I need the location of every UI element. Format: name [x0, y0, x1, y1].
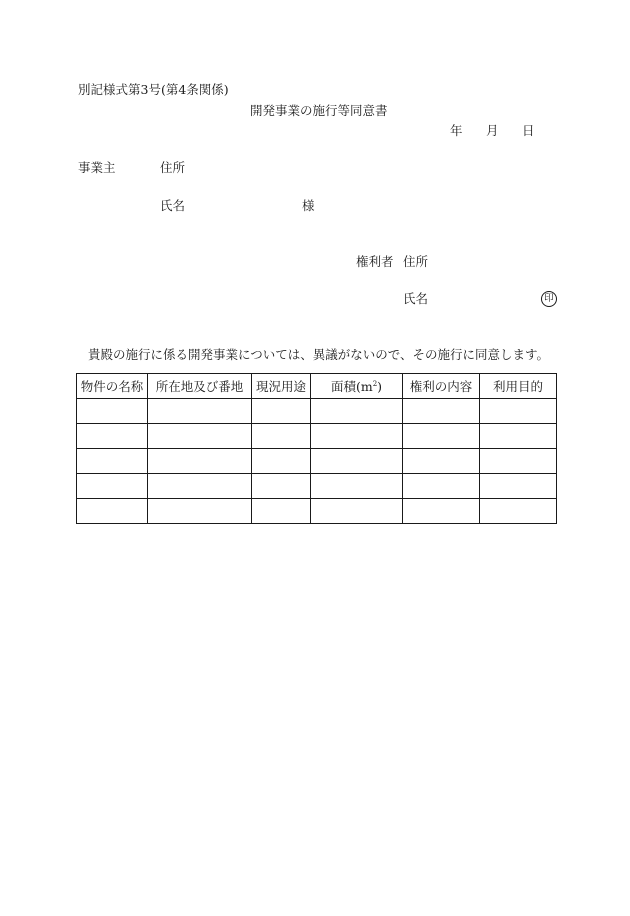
header-current-use: 現況用途	[252, 374, 311, 399]
table-cell[interactable]	[252, 474, 311, 499]
header-area: 面積$(m^2)$	[311, 374, 403, 399]
table-cell[interactable]	[311, 449, 403, 474]
table-cell[interactable]	[311, 499, 403, 524]
table-cell[interactable]	[148, 424, 252, 449]
table-cell[interactable]	[148, 399, 252, 424]
header-property-name: 物件の名称	[77, 374, 148, 399]
table-cell[interactable]	[403, 424, 480, 449]
table-cell[interactable]	[480, 449, 557, 474]
table-row	[77, 499, 557, 524]
operator-honorific: 様	[302, 198, 315, 213]
table-cell[interactable]	[403, 399, 480, 424]
table-cell[interactable]	[480, 424, 557, 449]
table-cell[interactable]	[311, 474, 403, 499]
right-holder-name-label: 氏名	[403, 291, 429, 306]
seal-mark: 印	[541, 291, 557, 307]
header-location: 所在地及び番地	[148, 374, 252, 399]
table-cell[interactable]	[148, 499, 252, 524]
form-number: 別記様式第3号(第4条関係)	[78, 82, 229, 97]
table-row	[77, 399, 557, 424]
operator-name-label: 氏名	[160, 198, 186, 213]
table-cell[interactable]	[148, 449, 252, 474]
table-cell[interactable]	[403, 449, 480, 474]
table-cell[interactable]	[77, 499, 148, 524]
table-row	[77, 449, 557, 474]
table-cell[interactable]	[252, 424, 311, 449]
right-holder-label: 権利者	[356, 254, 394, 269]
date-day-label: 日	[522, 123, 535, 138]
table-cell[interactable]	[77, 449, 148, 474]
table-row	[77, 474, 557, 499]
date-month-label: 月	[486, 123, 499, 138]
table-cell[interactable]	[252, 449, 311, 474]
table-cell[interactable]	[311, 399, 403, 424]
operator-label: 事業主	[78, 160, 116, 175]
consent-statement: 貴殿の施行に係る開発事業については、異議がないので、その施行に同意します。	[88, 347, 550, 362]
table-cell[interactable]	[77, 474, 148, 499]
table-cell[interactable]	[77, 399, 148, 424]
table-row	[77, 424, 557, 449]
table-cell[interactable]	[480, 499, 557, 524]
table-cell[interactable]	[148, 474, 252, 499]
table-cell[interactable]	[252, 499, 311, 524]
header-purpose: 利用目的	[480, 374, 557, 399]
date-year-label: 年	[450, 123, 463, 138]
operator-address-label: 住所	[160, 160, 186, 175]
table-cell[interactable]	[480, 474, 557, 499]
table-cell[interactable]	[252, 399, 311, 424]
property-table	[76, 373, 557, 524]
document-title: 開発事業の施行等同意書	[250, 103, 388, 118]
header-rights: 権利の内容	[403, 374, 480, 399]
table-cell[interactable]	[403, 474, 480, 499]
table-header-row	[77, 374, 557, 399]
table-cell[interactable]	[403, 499, 480, 524]
table-cell[interactable]	[77, 424, 148, 449]
table-cell[interactable]	[311, 424, 403, 449]
table-cell[interactable]	[480, 399, 557, 424]
right-holder-address-label: 住所	[403, 254, 429, 269]
